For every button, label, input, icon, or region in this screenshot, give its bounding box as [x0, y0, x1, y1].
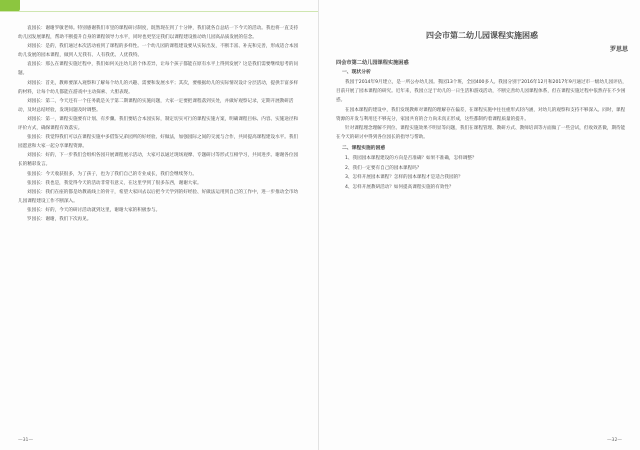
question-item: 2、我们一定要有自己的园本课程吗？: [345, 165, 422, 171]
body-paragraph: 在园本课程的建设中，我们发现教师对课程的理解存在偏差，在课程实施中往往重形式轻内涵，对幼儿的观察和支持不够深入。同时，课程资源的开发与利用还不够充分，家园共育的合力尚未真正形成，这些都制约着课程质量的提升。: [336, 107, 626, 122]
body-paragraph: 我园于2014年9月建立，是一所公办幼儿园。我园13个班，全园400多人。我园分别于2016年12月和2017年9月通过市一级幼儿园评估，目前开展了园本课程的研究。近年来，我园立足于幼儿的一日生活和游戏活动，不断完善幼儿园课程体系，但在课程实施过程中依然存在不少困惑。: [336, 80, 627, 104]
dialogue-paragraph: 张园长：好的，今天的研讨活动就到这里，谢谢大家的积极参与。: [27, 207, 161, 213]
article-subtitle: 四会市第二幼儿园课程实施困惑: [336, 60, 409, 66]
right-page: [322, 0, 640, 450]
section-heading: 二、课程实施的困惑: [342, 146, 386, 152]
dialogue-paragraph: 刘园长：第一，课程实施要有计划、有步骤。我们要结合本园实际，制定切实可行的课程实施方案，明确课程目标、内容、实施途径和评价方式，确保课程有效落实。: [18, 116, 299, 132]
dialogue-paragraph: 刘园长：第二，今天还有一个任务就是关于第二期课程的实施问题，大家一定要把课程落到实处，并做好观察记录，定期开展教研活动，及时总结经验，发现问题及时调整。: [18, 98, 294, 113]
dialogue-paragraph: 张园长：我觉得我们可以在课程实施中多借鉴兄弟园所的好经验、好做法，加强园际之间的交流与合作，共同提高课程建设水平。我们园愿意和大家一起分享课程资源。: [18, 135, 299, 150]
page-number: —32—: [606, 438, 622, 443]
dialogue-paragraph: 刘园长：我们在座的都是幼教战线上的骨干，希望大家回去以后把今天学到的好经验、好做法运用到自己的工作中，进一步推动全市幼儿园课程建设工作不断深入。: [18, 189, 299, 204]
page-number: —31—: [18, 438, 34, 443]
dialogue-paragraph: 袁园长：谢谢罗敏老师。特别感谢我们市里的课程研讨制度，既然现在到了十分钟，我们就各自总结一下今天的活动。我也将一直支持幼儿园发展课程，帮助不断提升自身的课程领导力水平，同时也更坚定我们以课程建设推动幼儿园高品质发展的信念。: [18, 26, 299, 41]
question-item: 4、怎样开展教研活动？如何提高课程实施的有效性？: [345, 184, 454, 190]
right-page-body: [336, 30, 628, 192]
question-item: 3、怎样开展园本课程？怎样的园本课程才是适合我园的？: [345, 175, 463, 181]
section-heading: 一、现状分析: [342, 70, 371, 75]
dialogue-paragraph: 刘园长：首先，教师要深入观察和了解每个幼儿的兴趣、需要和发展水平；其次，要根据幼儿的实际情况设计分层活动，提供丰富多样的材料，让每个幼儿都能在游戏中主动探索、大胆表现。: [18, 80, 299, 95]
left-page-body: [18, 24, 302, 224]
dialogue-paragraph: 张园长：我也是，我觉得今天的活动非常有意义，在这里学到了很多东西，谢谢大家。: [27, 180, 202, 186]
dialogue-paragraph: 张园长：今天收获很多，为了孩子，也为了我们自己的专业成长，我们会继续努力。: [27, 171, 197, 177]
body-paragraph: 针对课程理念理解不到位、课程实施效果不明显等问题，我们在课程管理、教研方式、教师培训等方面做了一些尝试，但收效甚微，期待能在今天的研讨中得到各位园长的指导与帮助。: [336, 126, 626, 141]
article-author: 罗思思: [609, 46, 628, 53]
dialogue-paragraph: 刘园长：好的，下一步我们会组织各园开展课程展示活动，大家可以通过现场观摩、专题研讨等形式互相学习，共同进步。谢谢各位园长的精彩发言。: [18, 153, 299, 168]
left-page: [0, 0, 319, 450]
dialogue-paragraph: 袁园长：那么在课程实施过程中，我们如何关注幼儿的个体差异，让每个孩子都能在原有水平上得到发展？这是我们需要继续思考的问题。: [18, 62, 299, 77]
dialogue-paragraph: 刘园长：是的，我们通过本次活动看到了课程的多样性。一个幼儿园的课程建设要从实际出发，不断丰富、补充和完善，形成适合本园幼儿发展的园本课程，做到人无我有、人有我优、人优我特。: [18, 44, 299, 59]
header-rule: [0, 11, 318, 12]
article-title: 四会市第二幼儿园课程实施困惑: [426, 31, 538, 40]
dialogue-paragraph: 罗园长：谢谢，我们下次再见。: [27, 216, 92, 222]
question-item: 1、我园园本课程建设的方向是否准确？如果不准确，怎样调整？: [345, 156, 477, 162]
